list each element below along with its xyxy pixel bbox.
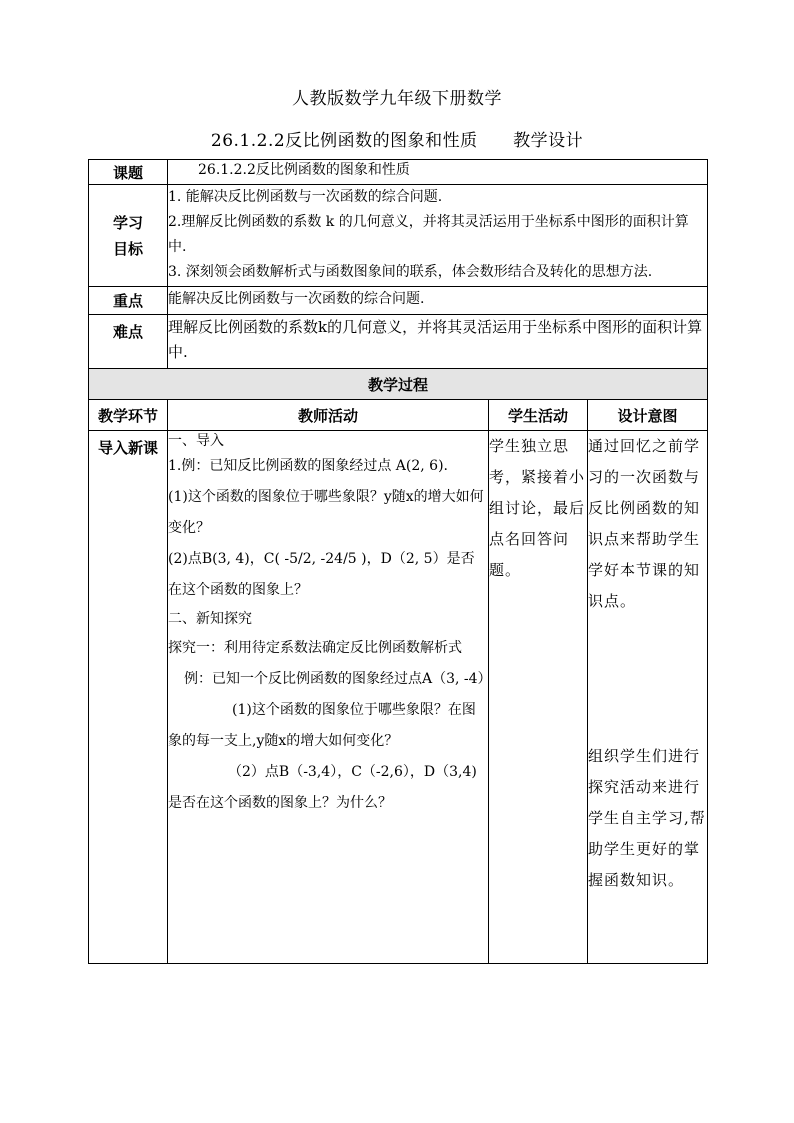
- key-point-label: 重点: [89, 287, 168, 315]
- goal-item: 1. 能解决反比例函数与一次函数的综合问题.: [168, 189, 443, 205]
- topic-value: 26.1.2.2反比例函数的图象和性质: [168, 160, 708, 185]
- stage-label: 导入新课: [89, 431, 168, 964]
- column-header-design: 设计意图: [588, 400, 708, 431]
- teacher-line: 例：已知一个反比例函数的图象经过点A（3, -4）: [184, 671, 492, 687]
- teacher-line: 探究一：利用待定系数法确定反比例函数解析式: [168, 640, 462, 656]
- goals-content: [168, 185, 708, 287]
- column-header-stage: 教学环节: [89, 400, 168, 431]
- column-header-teacher: 教师活动: [168, 400, 489, 431]
- lesson-plan-table: [88, 159, 708, 964]
- teacher-activity: [168, 431, 492, 964]
- process-title: 教学过程: [89, 369, 708, 400]
- teacher-line: 二、新知探究: [168, 611, 252, 627]
- teacher-line: 1.例：已知反比例函数的图象经过点 A(2, 6).: [168, 458, 449, 474]
- difficulty-label: 难点: [89, 315, 168, 369]
- design-intent-1: 通过回忆之前学习的一次函数与反比例函数的知识点来帮助学生学好本节课的知识点。: [588, 437, 701, 610]
- goal-item: 2.理解反比例函数的系数 k 的几何意义，并将其灵活运用于坐标系中图形的面积计算中.: [168, 214, 689, 255]
- teacher-line: (1)这个函数的图象位于哪些象限？y随x的增大如何变化？: [168, 489, 484, 536]
- design-intent: [588, 431, 708, 964]
- goal-item: 3. 深刻领会函数解析式与函数图象间的联系，体会数形结合及转化的思想方法.: [168, 264, 653, 280]
- teacher-line: (1)这个函数的图象位于哪些象限？在图象的每一支上,y随x的增大如何变化？: [168, 702, 476, 749]
- student-activity: 学生独立思考，紧接着小组讨论，最后点名回答问题。: [489, 431, 588, 964]
- key-point-value: 能解决反比例函数与一次函数的综合问题.: [168, 287, 708, 315]
- goals-label: 学习目标: [89, 185, 168, 287]
- column-header-student: 学生活动: [489, 400, 588, 431]
- design-intent-2: 组织学生们进行探究活动来进行学生自主学习,帮助学生更好的掌握函数知识。: [588, 747, 706, 889]
- topic-label: 课题: [89, 160, 168, 185]
- teacher-line: 一、导入: [168, 433, 224, 449]
- teacher-line: （2）点B（-3,4），C（-2,6），D（3,4)是否在这个函数的图象上？为什么？: [168, 764, 477, 811]
- document-subtitle: 26.1.2.2反比例函数的图象和性质 教学设计: [210, 131, 584, 151]
- teacher-line: (2)点B(3, 4)，C( -5/2, -24/5 )，D（2, 5）是否在这个函数的图象上？: [168, 551, 475, 598]
- difficulty-value: 理解反比例函数的系数k的几何意义，并将其灵活运用于坐标系中图形的面积计算中.: [168, 315, 708, 369]
- document-title: 人教版数学九年级下册数学: [292, 89, 502, 109]
